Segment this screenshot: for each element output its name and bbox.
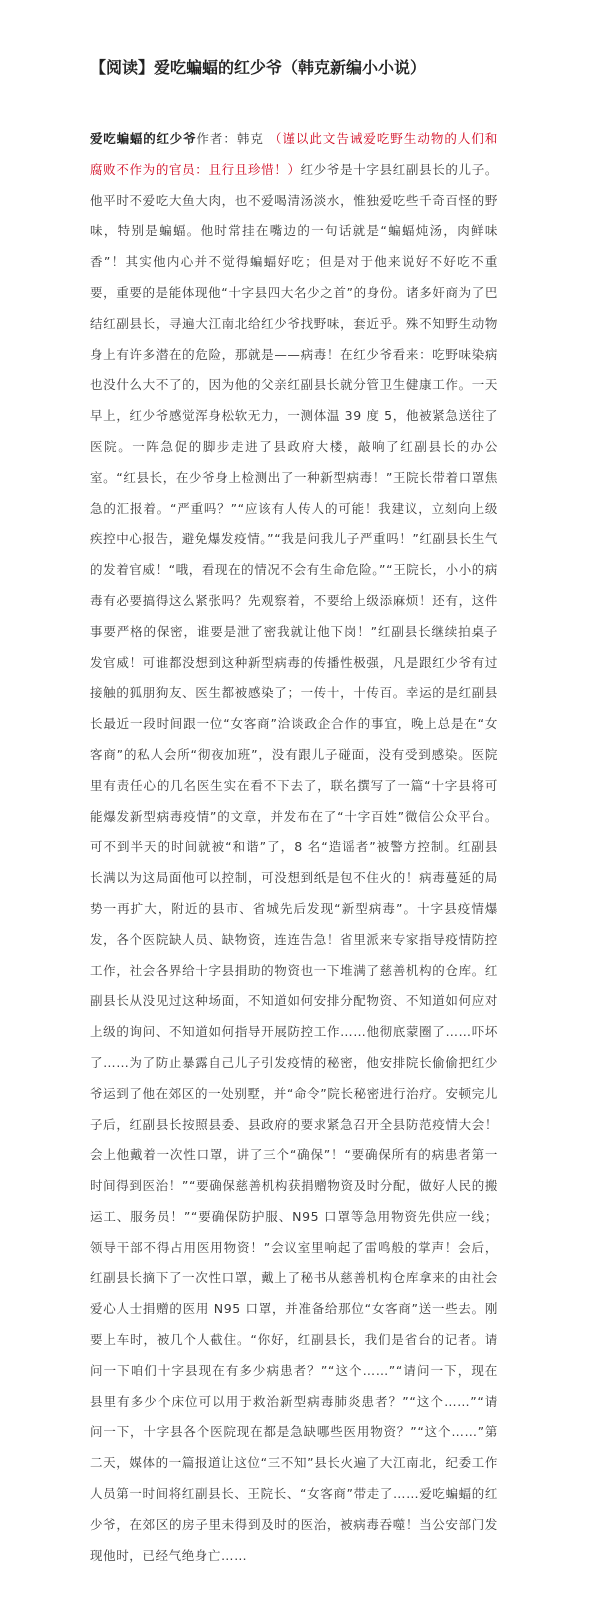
story-text: 红少爷是十字县红副县长的儿子。他平时不爱吃大鱼大肉，也不爱喝清汤淡水，惟独爱吃些千奇百怪的野味，特别是蝙蝠。他时常挂在嘴边的一句话就是“蝙蝠炖汤，肉鲜味香”！其实他内心并不觉得蝙蝠好吃；但是对于他来说好不好吃不重要，重要的是能体现他“十字县四大名少之首”的身份。诸多奸商为了巴结红副县长，寻遍大江南北给红少爷找野味，套近乎。殊不知野生动物身上有许多潜在的危险，那就是——病毒！在红少爷看来：吃野味染病也没什么大不了的，因为他的父亲红副县长就分管卫生健康工作。一天早上，红少爷感觉浑身松软无力，一测体温 39 度 5，他被紧急送往了医院。一阵急促的脚步走进了县政府大楼，敲响了红副县长的办公室。“红县长，在少爷身上检测出了一种新型病毒！”王院长带着口罩焦急的汇报着。“严重吗？”“应该有人传人的可能！我建议，立刻向上级疾控中心报告，避免爆发疫情。”“我是问我儿子严重吗！”红副县长生气的发着官威！“哦，看现在的情况不会有生命危险。”“王院长，小小的病毒有必要搞得这么紧张吗？先观察着，不要给上级添麻烦！还有，这件事要严格的保密，谁要是泄了密我就让他下岗！”红副县长继续拍桌子发官威！可谁都没想到这种新型病毒的传播性极强，凡是跟红少爷有过接触的狐朋狗友、医生都被感染了；一传十，十传百。幸运的是红副县长最近一段时间跟一位“女客商”洽谈政企合作的事宜，晚上总是在“女客商”的私人会所“彻夜加班”，没有跟儿子碰面，没有受到感染。医院里有责任心的几名医生实在看不下去了，联名撰写了一篇“十字县将可能爆发新型病毒疫情”的文章，并发布在了“十字百姓”微信公众平台。可不到半天的时间就被“和谐”了，8 名“造谣者”被警方控制。红副县长满以为这局面他可以控制，可没想到纸是包不住火的！病毒蔓延的局势一再扩大，附近的县市、省城先后发现“新型病毒”。十字县疫情爆发，各个医院缺人员、缺物资，连连告急！省里派来专家指导疫情防控工作，社会各界给十字县捐助的物资也一下堆满了慈善机构的仓库。红副县长从没见过这种场面，不知道如何安排分配物资、不知道如何应对上级的询问、不知道如何指导开展防控工作……他彻底蒙圈了……吓坏了……为了防止暴露自己儿子引发疫情的秘密，他安排院长偷偷把红少爷运到了他在郊区的一处别墅，并“命令”院长秘密进行治疗。安顿完儿子后，红副县长按照县委、县政府的要求紧急召开全县防范疫情大会！会上他戴着一次性口罩，讲了三个“确保”！“要确保所有的病患者第一时间得到医治！”“要确保慈善机构获捐赠物资及时分配，做好人民的搬运工、服务员！”“要确保防护服、N95 口罩等急用物资先供应一线；领导干部不得占用医用物资！”会议室里响起了雷鸣般的掌声！会后，红副县长摘下了一次性口罩，戴上了秘书从慈善机构仓库拿来的由社会爱心人士捐赠的医用 N95 口罩，并准备给那位“女客商”送一些去。刚要上车时，被几个人截住。“你好，红副县长，我们是省台的记者。请问一下咱们十字县现在有多少病患者？”“这个……”“请问一下，现在县里有多少个床位可以用于救治新型病毒肺炎患者？”“这个……”“请问一下，十字县各个医院现在都是急缺哪些医用物资？”“这个……”第二天，媒体的一篇报道让这位“三不知”县长火遍了大江南北，纪委工作人员第一时间将红副县长、王院长、“女客商”带走了……爱吃蝙蝠的红少爷，在郊区的房子里未得到及时的医治，被病毒吞噬！当公安部门发现他时，已经气绝身亡……: [90, 161, 498, 1563]
story-title: 爱吃蝙蝠的红少爷: [90, 131, 197, 146]
dedication-note: （谨以此文告诫爱吃野生动物的人们和腐败不作为的官员：且行且珍惜！）: [90, 131, 499, 177]
author-byline: 作者：韩克: [196, 131, 264, 146]
article-body: [90, 124, 498, 1571]
article-title: 【阅读】爱吃蝙蝠的红少爷（韩克新编小小说）: [90, 58, 427, 77]
